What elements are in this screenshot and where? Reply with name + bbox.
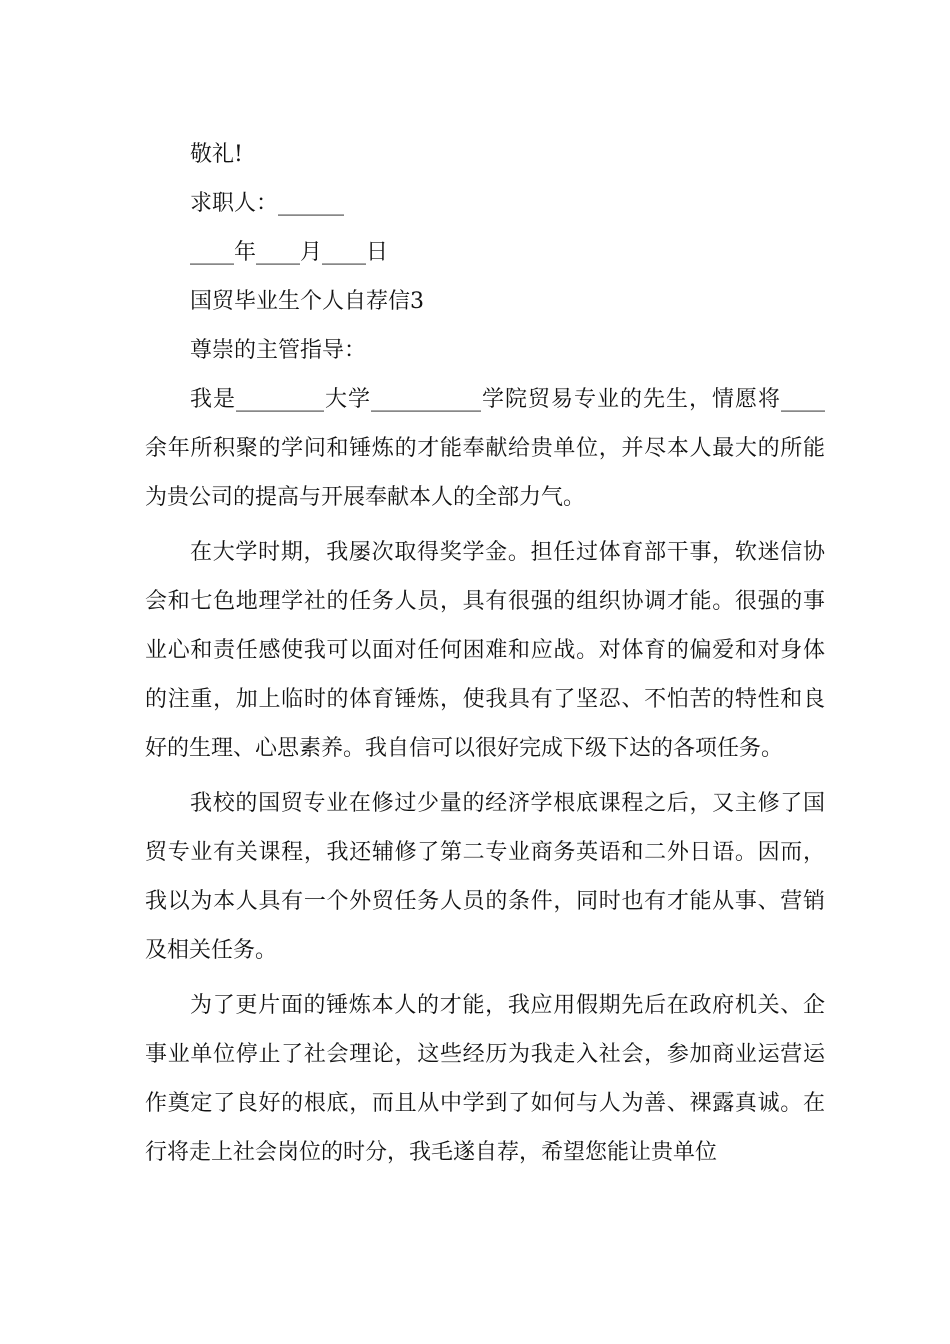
body-paragraph-2: 在大学时期，我屡次取得奖学金。担任过体育部干事，软迷信协会和七色地理学社的任务人员，具有很强的组织协调才能。很强的事业心和责任感使我可以面对任何困难和应战。对体育的偏爱和对身体的注重，加上临时的体育锤炼，使我具有了坚忍、不怕苦的特性和良好的生理、心思素养。我自信可以很好完成下级下达的各项任务。	[145, 540, 825, 761]
letter-title: 国贸毕业生个人自荐信3	[190, 289, 424, 314]
body-paragraph-3: 我校的国贸专业在修过少量的经济学根底课程之后，又主修了国贸专业有关课程，我还辅修了第二专业商务英语和二外日语。因而，我以为本人具有一个外贸任务人员的条件，同时也有才能从事、营销及相关任务。	[145, 791, 825, 963]
date-line: ____年____月____日	[190, 240, 389, 265]
body-paragraph-1: 我是________大学__________学院贸易专业的先生，情愿将____余年所积聚的学问和锤炼的才能奉献给贵单位，并尽本人最大的所能为贵公司的提高与开展奉献本人的全部力气。	[145, 387, 825, 510]
document-page	[145, 130, 825, 1177]
body-paragraph-4: 为了更片面的锤炼本人的才能，我应用假期先后在政府机关、企事业单位停止了社会理论，这些经历为我走入社会，参加商业运营运作奠定了良好的根底，而且从中学到了如何与人为善、裸露真诚。在行将走上社会岗位的时分，我毛遂自荐，希望您能让贵单位	[145, 993, 825, 1165]
applicant-line: 求职人：______	[190, 191, 345, 216]
salutation-line: 尊崇的主管指导：	[190, 338, 367, 363]
closing-line: 敬礼!	[190, 142, 243, 167]
